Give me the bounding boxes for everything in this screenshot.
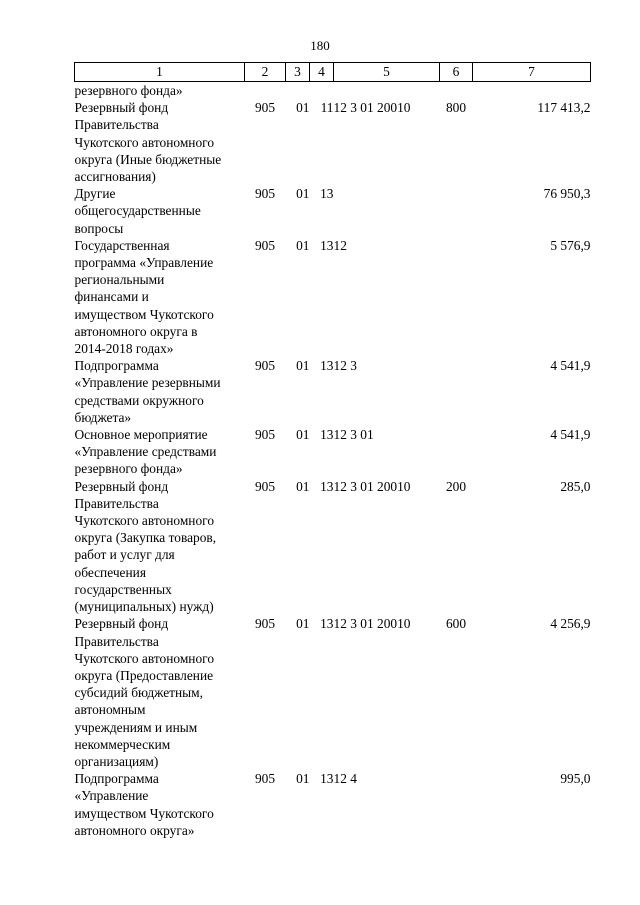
- row-expense-type-cell: 800: [445, 100, 467, 116]
- row-subsection-cell: 13: [320, 358, 334, 374]
- row-expense-type-cell: [440, 770, 473, 839]
- row-grbs-cell: 905: [254, 616, 276, 632]
- row-section-cell: 01: [296, 237, 310, 253]
- row-target-article-cell: [334, 82, 440, 100]
- row-subsection-cell: 13: [320, 616, 334, 632]
- row-section-cell: 01: [296, 771, 310, 787]
- row-grbs-cell: 905: [254, 427, 276, 443]
- table-row: [75, 237, 591, 357]
- row-amount-cell: 117 413,2: [537, 100, 591, 116]
- row-name-cell: Государственная программа «Управление региональными финансами и имуществом Чукотского автономного округа в 2014-2018 годах»: [74, 237, 214, 357]
- row-grbs-cell: 905: [254, 186, 276, 202]
- table-row: [75, 99, 591, 185]
- row-name-cell: резервного фонда»: [74, 83, 183, 98]
- row-section-cell: 01: [296, 358, 310, 374]
- row-target-article-cell: 12 3 01 20010: [333, 616, 411, 632]
- row-target-article-cell: 12 3 01: [333, 427, 374, 443]
- row-subsection-cell: 11: [320, 100, 334, 116]
- row-expense-type-cell: 600: [445, 616, 467, 632]
- row-section-cell: 01: [296, 616, 310, 632]
- row-expense-type-cell: [440, 82, 473, 100]
- row-subsection-cell: 13: [320, 771, 334, 787]
- row-grbs-cell: 905: [254, 478, 276, 494]
- row-grbs-cell: 905: [254, 771, 276, 787]
- column-header-4: 4: [310, 63, 334, 82]
- row-expense-type-cell: 200: [445, 478, 467, 494]
- row-amount-cell: 285,0: [560, 478, 591, 494]
- row-amount-cell: 76 950,3: [543, 186, 591, 202]
- row-subsection-cell: 13: [320, 237, 334, 253]
- column-header-3: 3: [286, 63, 310, 82]
- row-amount-cell: 4 256,9: [550, 616, 591, 632]
- page-number: 180: [310, 38, 330, 53]
- table-row: [75, 357, 591, 426]
- row-amount-cell: 995,0: [560, 771, 591, 787]
- row-subsection-cell: 13: [320, 186, 334, 202]
- row-target-article-cell: 12 3 01 20010: [333, 100, 411, 116]
- row-section-cell: [286, 82, 310, 100]
- row-name-cell: Подпрограмма «Управление резервными средствами окружного бюджета»: [74, 358, 221, 425]
- column-header-1: 1: [75, 63, 245, 82]
- row-subsection-cell: 13: [320, 478, 334, 494]
- budget-table: [74, 62, 591, 839]
- row-subsection-cell: [310, 82, 334, 100]
- row-expense-type-cell: [440, 357, 473, 426]
- row-target-article-cell: 12 4: [333, 771, 357, 787]
- table-row: [75, 426, 591, 478]
- row-target-article-cell: 12 3 01 20010: [333, 478, 411, 494]
- row-name-cell: Основное мероприятие «Управление средствами резервного фонда»: [74, 427, 217, 477]
- row-name-cell: Другие общегосударственные вопросы: [74, 186, 201, 236]
- row-amount-cell: 5 576,9: [550, 237, 591, 253]
- header-row: [75, 63, 591, 82]
- table-row: [75, 478, 591, 616]
- row-subsection-cell: 13: [320, 427, 334, 443]
- row-grbs-cell: 905: [254, 100, 276, 116]
- row-grbs-cell: 905: [254, 358, 276, 374]
- row-target-article-cell: 12: [333, 237, 347, 253]
- table-row: [75, 770, 591, 839]
- table-body: [75, 82, 591, 839]
- column-header-2: 2: [245, 63, 286, 82]
- table-header: [75, 63, 591, 82]
- table-row: [75, 82, 591, 100]
- row-section-cell: 01: [296, 427, 310, 443]
- row-grbs-cell: 905: [254, 237, 276, 253]
- row-target-article-cell: [334, 185, 440, 237]
- row-name-cell: Резервный фонд Правительства Чукотского автономного округа (Иные бюджетные ассигнования): [74, 100, 222, 185]
- row-section-cell: 01: [296, 478, 310, 494]
- column-header-7: 7: [473, 63, 591, 82]
- row-target-article-cell: 12 3: [333, 358, 357, 374]
- row-expense-type-cell: [440, 185, 473, 237]
- row-name-cell: Резервный фонд Правительства Чукотского автономного округа (Закупка товаров, работ и услуг для обеспечения государственных (муниципальных) нужд): [74, 478, 217, 615]
- row-amount-cell: [473, 82, 591, 100]
- row-section-cell: 01: [296, 100, 310, 116]
- row-name-cell: Резервный фонд Правительства Чукотского автономного округа (Предоставление субсидий бюджетным, автономным учреждениям и иным некоммерческим организациям): [74, 616, 215, 769]
- column-header-5: 5: [334, 63, 440, 82]
- row-expense-type-cell: [440, 237, 473, 357]
- row-name-cell: Подпрограмма «Управление имуществом Чукотского автономного округа»: [74, 771, 214, 838]
- table-row: [75, 185, 591, 237]
- row-section-cell: 01: [296, 186, 310, 202]
- table-row: [75, 615, 591, 770]
- row-amount-cell: 4 541,9: [550, 427, 591, 443]
- row-amount-cell: 4 541,9: [550, 358, 591, 374]
- column-header-6: 6: [440, 63, 473, 82]
- row-expense-type-cell: [440, 426, 473, 478]
- row-grbs-cell: [245, 82, 286, 100]
